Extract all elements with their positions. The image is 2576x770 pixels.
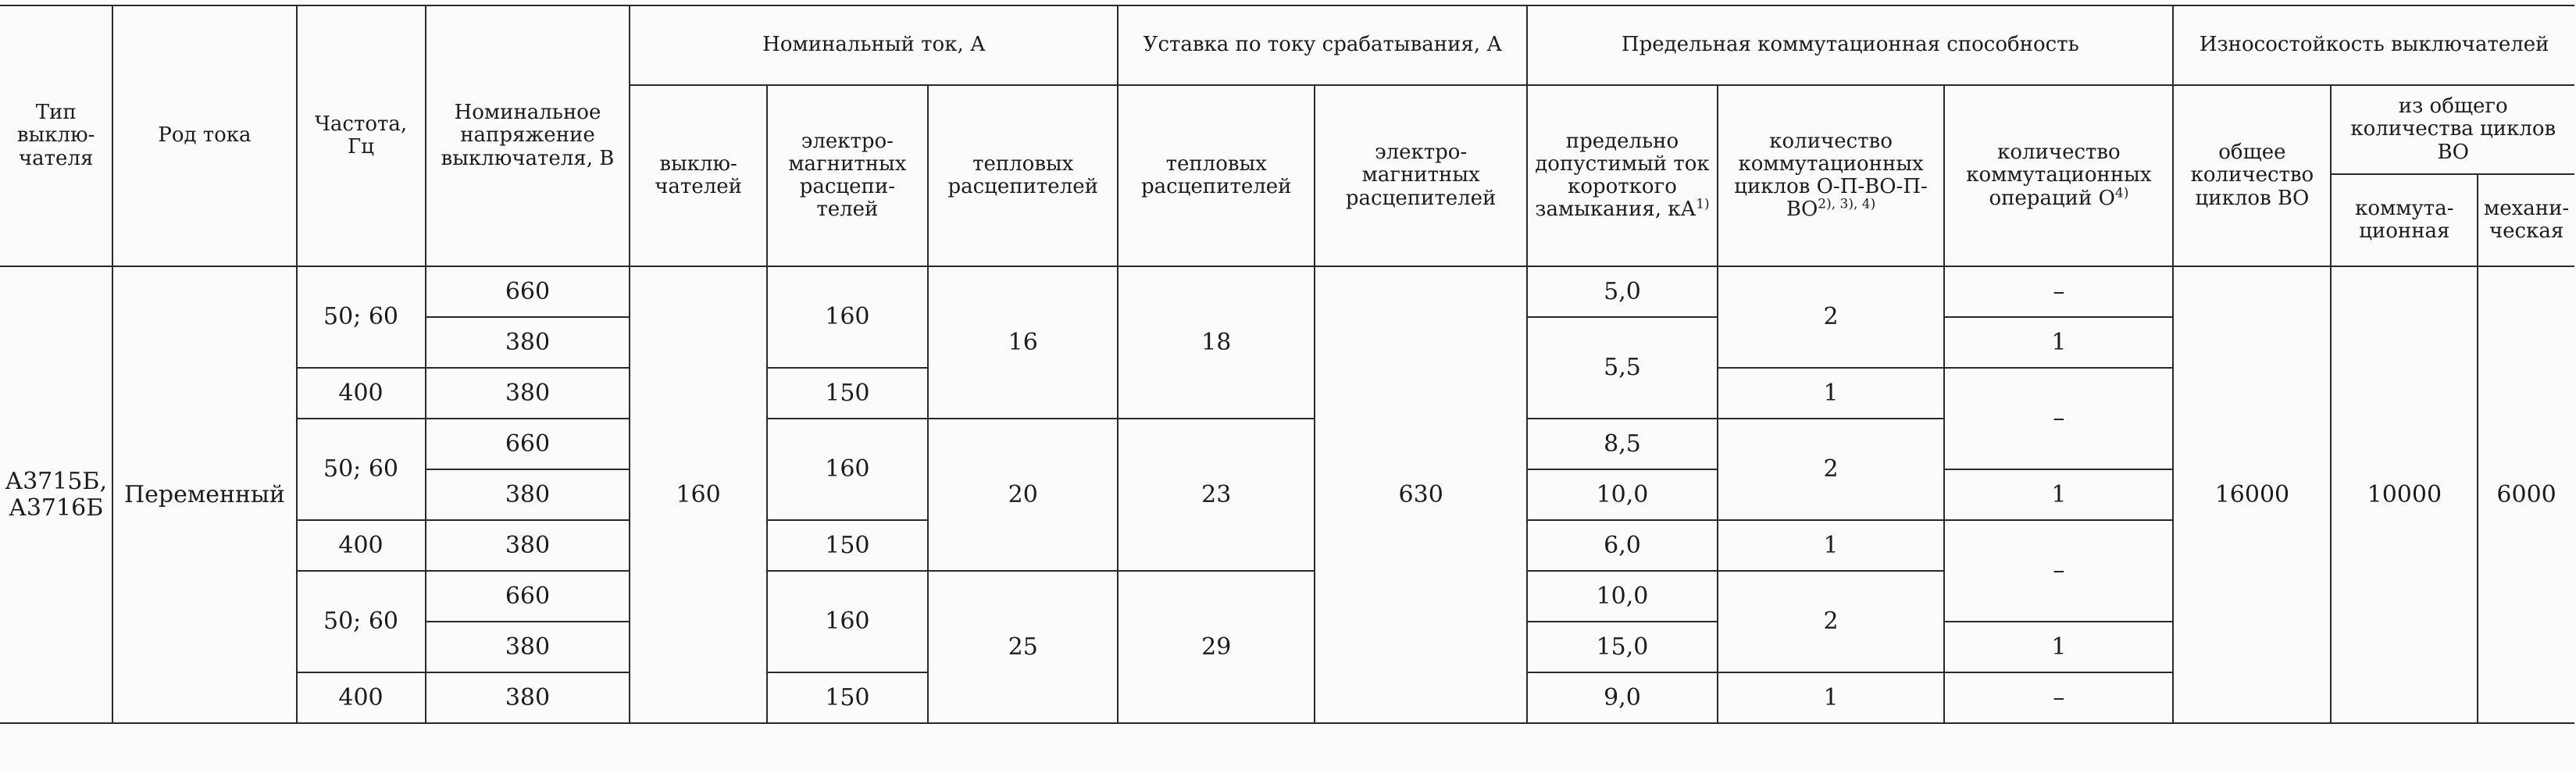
header-trip-thermal: тепловых расцепителей xyxy=(1118,85,1315,266)
voltage-cell: 380 xyxy=(426,622,630,672)
sc-current-cell: 5,0 xyxy=(1527,266,1717,317)
cycles-cell: 1 xyxy=(1718,672,1945,723)
freq-cell: 50; 60 xyxy=(297,571,426,672)
em-current-cell: 150 xyxy=(767,368,928,419)
header-nominal-voltage: Номинальное напряжение выключателя, В xyxy=(426,5,630,266)
voltage-cell: 660 xyxy=(426,266,630,317)
current-kind-cell: Переменный xyxy=(112,266,296,723)
ops-cell: 1 xyxy=(1944,622,2173,672)
max-sc-current-footnote: 1) xyxy=(1696,196,1710,212)
freq-cell: 50; 60 xyxy=(297,419,426,520)
freq-cell: 400 xyxy=(297,368,426,419)
switching-cell: 10000 xyxy=(2331,266,2478,723)
sc-current-cell: 5,5 xyxy=(1527,317,1717,419)
header-type: Тип выклю-чателя xyxy=(0,5,112,266)
table-row xyxy=(0,266,2574,317)
voltage-cell: 660 xyxy=(426,419,630,469)
mechanical-cell: 6000 xyxy=(2478,266,2574,723)
header-current-kind: Род тока xyxy=(112,5,296,266)
cycles-count-text: количество коммутационных циклов О-П-ВО-П-ВО xyxy=(1734,129,1928,222)
em-current-cell: 160 xyxy=(767,266,928,368)
voltage-cell: 380 xyxy=(426,672,630,723)
trip-thermal-cell: 23 xyxy=(1118,419,1315,571)
sc-current-cell: 9,0 xyxy=(1527,672,1717,723)
ops-cell: 1 xyxy=(1944,317,2173,368)
ops-cell: 1 xyxy=(1944,469,2173,520)
header-total-cycles: общее количество циклов ВО xyxy=(2173,85,2331,266)
cycles-cell: 1 xyxy=(1718,520,1945,571)
header-nominal-current-em: электро-магнитных расцепи-телей xyxy=(767,85,928,266)
freq-cell: 50; 60 xyxy=(297,266,426,368)
header-mechanical: механи-ческая xyxy=(2478,174,2574,266)
header-nominal-current-breakers: выклю-чателей xyxy=(630,85,766,266)
cycles-cell: 2 xyxy=(1718,571,1945,672)
thermal-current-cell: 16 xyxy=(928,266,1118,419)
sc-current-cell: 8,5 xyxy=(1527,419,1717,469)
header-switching: коммута-ционная xyxy=(2331,174,2478,266)
freq-cell: 400 xyxy=(297,520,426,571)
voltage-cell: 380 xyxy=(426,368,630,419)
header-row-1 xyxy=(0,5,2574,85)
em-current-cell: 160 xyxy=(767,571,928,672)
cycles-count-footnote: 2), 3), 4) xyxy=(1818,196,1876,212)
breaker-spec-table xyxy=(0,5,2574,724)
cycles-cell: 2 xyxy=(1718,419,1945,520)
sc-current-cell: 10,0 xyxy=(1527,571,1717,622)
trip-thermal-cell: 18 xyxy=(1118,266,1315,419)
header-trip-em: электро-магнитных расцепителей xyxy=(1315,85,1527,266)
breaker-nominal-cell: 160 xyxy=(630,266,766,723)
header-wear-resistance: Износостойкость выключателей xyxy=(2173,5,2574,85)
sc-current-cell: 6,0 xyxy=(1527,520,1717,571)
header-max-sc-current xyxy=(1527,85,1717,266)
voltage-cell: 380 xyxy=(426,317,630,368)
operations-count-footnote: 4) xyxy=(2114,184,2129,201)
header-nominal-current: Номинальный ток, А xyxy=(630,5,1118,85)
cycles-cell: 2 xyxy=(1718,266,1945,368)
ops-cell: – xyxy=(1944,266,2173,317)
trip-em-cell: 630 xyxy=(1315,266,1527,723)
header-operations-count xyxy=(1944,85,2173,266)
ops-cell: – xyxy=(1944,672,2173,723)
freq-cell: 400 xyxy=(297,672,426,723)
voltage-cell: 380 xyxy=(426,520,630,571)
thermal-current-cell: 25 xyxy=(928,571,1118,723)
ops-cell: – xyxy=(1944,520,2173,622)
voltage-cell: 660 xyxy=(426,571,630,622)
em-current-cell: 150 xyxy=(767,520,928,571)
header-trip-setting: Уставка по току срабатывания, А xyxy=(1118,5,1527,85)
em-current-cell: 160 xyxy=(767,419,928,520)
max-sc-current-text: предельно допустимый ток короткого замыкания, кА xyxy=(1535,129,1710,222)
header-frequency: Частота, Гц xyxy=(297,5,426,266)
total-cycles-cell: 16000 xyxy=(2173,266,2331,723)
operations-count-text: количество коммутационных операций О xyxy=(1966,141,2152,210)
voltage-cell: 380 xyxy=(426,469,630,520)
sc-current-cell: 10,0 xyxy=(1527,469,1717,520)
header-nominal-current-thermal: тепловых расцепителей xyxy=(928,85,1118,266)
header-breaking-capacity: Предельная коммутационная способность xyxy=(1527,5,2173,85)
cycles-cell: 1 xyxy=(1718,368,1945,419)
ops-cell: – xyxy=(1944,368,2173,469)
header-cycles-count xyxy=(1718,85,1945,266)
type-cell: А3715Б, А3716Б xyxy=(0,266,112,723)
header-of-total: из общего количества циклов ВО xyxy=(2331,85,2574,174)
thermal-current-cell: 20 xyxy=(928,419,1118,571)
trip-thermal-cell: 29 xyxy=(1118,571,1315,723)
em-current-cell: 150 xyxy=(767,672,928,723)
sc-current-cell: 15,0 xyxy=(1527,622,1717,672)
